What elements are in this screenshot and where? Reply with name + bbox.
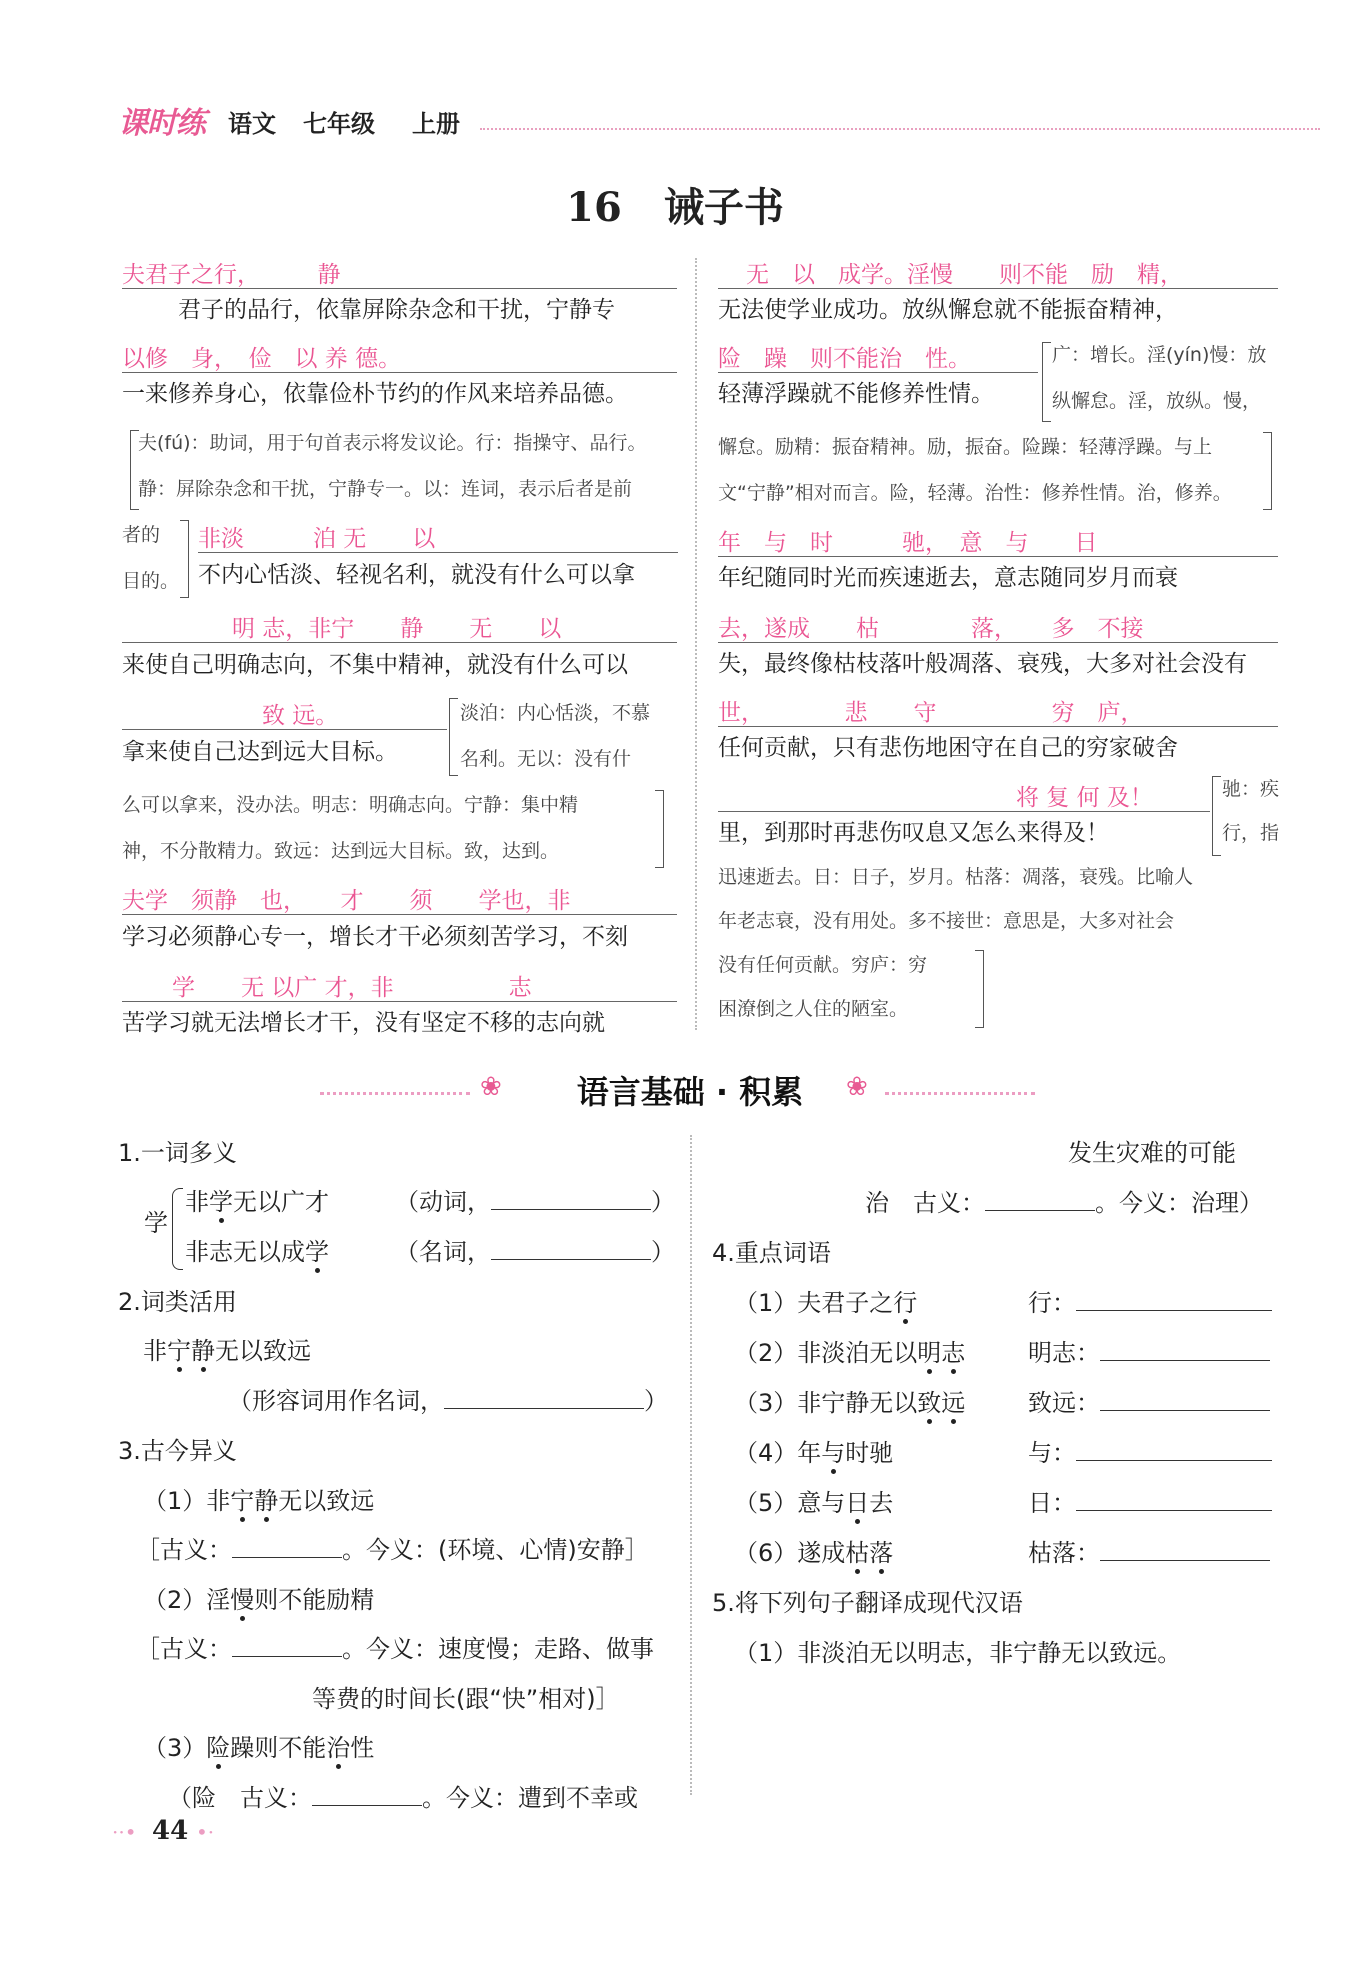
note-line: 纵懈怠。淫，放纵。慢， <box>1052 390 1262 412</box>
sentence: 非宁静无以致远 <box>143 1337 311 1365</box>
key-word: 与： <box>1028 1438 1272 1468</box>
note-line: 困潦倒之人住的陋室。 <box>718 998 909 1020</box>
sentence: （2）非淡泊无以明志 <box>734 1339 966 1367</box>
note-line: 广：增长。淫(yín)慢：放 <box>1052 344 1267 366</box>
answer-blank[interactable] <box>232 1634 342 1657</box>
original-line: 夫君子之行， 静 <box>122 262 677 289</box>
sentence: （3）险躁则不能治性 <box>143 1734 375 1762</box>
translation-line: 君子的品行，依靠屏除杂念和干扰，宁静专 <box>178 297 615 323</box>
sentence: （1）夫君子之行 <box>734 1289 918 1317</box>
note-line: 行，指 <box>1222 822 1280 844</box>
note-line: 年老志衰，没有用处。多不接世：意思是，大多对社会 <box>718 910 1175 932</box>
sentence: 非志无以成学 <box>185 1238 329 1266</box>
translation-line: 学习必须静心专一，增长才干必须刻苦学习，不刻 <box>122 924 628 950</box>
key-word: 行： <box>1028 1288 1272 1318</box>
original-line: 无 以 成学。淫慢 则不能 励 精， <box>718 262 1278 289</box>
answer-blank[interactable] <box>312 1783 422 1806</box>
sentence: （3）非宁静无以致远 <box>734 1389 966 1417</box>
note-line: 者的 <box>122 524 161 546</box>
page-number: 44 <box>152 1816 189 1846</box>
original-line: 夫学 须静 也， 才 须 学也，非 <box>122 888 677 915</box>
note-line: 懈怠。励精：振奋精神。励，振奋。险躁：轻薄浮躁。与上 <box>718 436 1213 458</box>
note-line: 没有任何贡献。穷庐：穷 <box>718 954 928 976</box>
column-divider <box>695 258 697 1030</box>
note-bracket <box>1263 432 1272 510</box>
answer-blank[interactable] <box>1100 1338 1270 1361</box>
key-word: 日： <box>1028 1488 1272 1518</box>
original-line: 世， 悲 守 穷 庐， <box>718 700 1278 727</box>
answer-blank[interactable] <box>1100 1538 1270 1561</box>
page-ornament-icon: ··• <box>112 1820 137 1844</box>
original-line: 年 与 时 驰， 意 与 日 <box>718 530 1278 557</box>
brace <box>172 1188 183 1270</box>
sentence: （6）遂成枯落 <box>734 1539 894 1567</box>
note-bracket <box>1042 342 1051 422</box>
translation-line: 苦学习就无法增长才干，没有坚定不移的志向就 <box>122 1010 605 1036</box>
brand-logo: 课时练 <box>118 106 205 141</box>
answer-blank[interactable] <box>985 1188 1095 1211</box>
question-4: 4.重点词语 <box>712 1239 831 1267</box>
answer-blank[interactable] <box>444 1386 644 1409</box>
translation-line: 来使自己明确志向，不集中精神，就没有什么可以 <box>122 652 628 678</box>
key-word: 明志： <box>1028 1338 1270 1368</box>
note-line: 文“宁静”相对而言。险，轻薄。治性：修养性情。治，修养。 <box>718 482 1232 504</box>
meaning-line: ［古义： 。今义：(环境、心情)安静］ <box>136 1536 649 1564</box>
banner-rule-left <box>320 1092 470 1095</box>
banner-rule-right <box>885 1092 1035 1095</box>
meaning-line: ［古义： 。今义：速度慢；走路、做事 <box>136 1635 654 1663</box>
note-line: 目的。 <box>122 570 180 592</box>
original-line: 险 躁 则不能治 性。 <box>718 346 1038 373</box>
answer-blank[interactable] <box>1076 1288 1272 1311</box>
lesson-number: 16 <box>566 184 622 231</box>
translation-prompt: （1）非淡泊无以明志，非宁静无以致远。 <box>734 1639 1182 1667</box>
page-ornament-icon: •· <box>196 1820 215 1844</box>
key-word: 枯落： <box>1028 1538 1270 1568</box>
note-bracket <box>449 698 458 776</box>
translation-line: 一来修养身心，依靠俭朴节约的作风来培养品德。 <box>122 381 628 407</box>
sentence: （2）淫慢则不能励精 <box>143 1586 375 1614</box>
note-bracket <box>1212 776 1221 856</box>
polysemy-char: 学 <box>144 1209 168 1237</box>
meaning-line: 等费的时间长(跟“快”相对)］ <box>312 1685 620 1713</box>
note-line: 驰：疾 <box>1222 778 1280 800</box>
header-rule <box>480 128 1320 130</box>
question-1: 1.一词多义 <box>118 1139 237 1167</box>
header-subject: 语文 <box>228 110 276 138</box>
note-bracket <box>180 520 189 598</box>
answer-blank[interactable] <box>491 1237 651 1260</box>
note-line: 名利。无以：没有什 <box>460 748 632 770</box>
original-line: 致 远。 <box>122 703 447 730</box>
question-5: 5.将下列句子翻译成现代汉语 <box>712 1589 1023 1617</box>
sentence: （5）意与日去 <box>734 1489 894 1517</box>
hint: （形容词用作名词， ） <box>228 1387 668 1415</box>
exercise-divider <box>690 1135 692 1795</box>
note-line: 神，不分散精力。致远：达到远大目标。致，达到。 <box>122 840 560 862</box>
note-line: 么可以拿来，没办法。明志：明确志向。宁静：集中精 <box>122 794 579 816</box>
original-line: 将 复 何 及！ <box>718 785 1210 812</box>
translation-line: 失，最终像枯枝落叶般凋落、衰残，大多对社会没有 <box>718 651 1247 677</box>
meaning-line: 发生灾难的可能 <box>1068 1139 1236 1167</box>
header-grade: 七年级 <box>303 110 375 138</box>
translation-line: 不内心恬淡、轻视名利，就没有什么可以拿 <box>198 562 635 588</box>
original-line: 学 无 以广 才，非 志 <box>122 975 677 1002</box>
flourish-right-icon: ❀ <box>846 1072 868 1102</box>
answer-blank[interactable] <box>1076 1438 1272 1461</box>
sentence: （4）年与时驰 <box>734 1439 894 1467</box>
original-line: 去，遂成 枯 落， 多 不接 <box>718 616 1278 643</box>
translation-line: 里，到那时再悲伤叹息又怎么来得及！ <box>718 820 1109 846</box>
note-bracket <box>655 790 664 868</box>
hint: （名词， ） <box>395 1238 675 1266</box>
note-bracket <box>975 950 984 1028</box>
note-line: 淡泊：内心恬淡，不慕 <box>460 702 651 724</box>
translation-line: 轻薄浮躁就不能修养性情。 <box>718 381 994 407</box>
header-volume: 上册 <box>412 110 460 138</box>
page-title <box>0 176 1350 233</box>
sentence: 非学无以广才 <box>185 1188 329 1216</box>
answer-blank[interactable] <box>1100 1388 1270 1411</box>
flourish-left-icon: ❀ <box>480 1072 502 1102</box>
answer-blank[interactable] <box>232 1535 342 1558</box>
translation-line: 无法使学业成功。放纵懈怠就不能振奋精神， <box>718 297 1178 323</box>
question-2: 2.词类活用 <box>118 1288 237 1316</box>
lesson-title: 诫子书 <box>663 184 784 231</box>
section-title: 语言基础 · 积累 <box>576 1073 804 1111</box>
note-line: 迅速逝去。日：日子，岁月。枯落：凋落，衰残。比喻人 <box>718 866 1194 888</box>
answer-blank[interactable] <box>1076 1488 1272 1511</box>
translation-line: 拿来使自己达到远大目标。 <box>122 739 398 765</box>
key-word: 致远： <box>1028 1388 1270 1418</box>
hint: （动词， ） <box>395 1188 675 1216</box>
meaning-line: （险 古义： 。今义：遭到不幸或 <box>168 1784 638 1812</box>
question-3: 3.古今异义 <box>118 1437 237 1465</box>
note-line: 夫(fú)：助词，用于句首表示将发议论。行：指操守、品行。 <box>138 432 647 454</box>
meaning-line: 治 古义： 。今义：治理） <box>865 1189 1263 1217</box>
original-line: 明 志，非宁 静 无 以 <box>122 616 677 643</box>
answer-blank[interactable] <box>491 1187 651 1210</box>
translation-line: 年纪随同时光而疾速逝去，意志随同岁月而衰 <box>718 565 1178 591</box>
translation-line: 任何贡献，只有悲伤地困守在自己的穷家破舍 <box>718 735 1178 761</box>
note-line: 静：屏除杂念和干扰，宁静专一。以：连词，表示后者是前 <box>138 478 633 500</box>
original-line: 非淡 泊 无 以 <box>198 526 678 553</box>
sentence: （1）非宁静无以致远 <box>143 1487 375 1515</box>
original-line: 以修 身， 俭 以 养 德。 <box>122 346 677 373</box>
